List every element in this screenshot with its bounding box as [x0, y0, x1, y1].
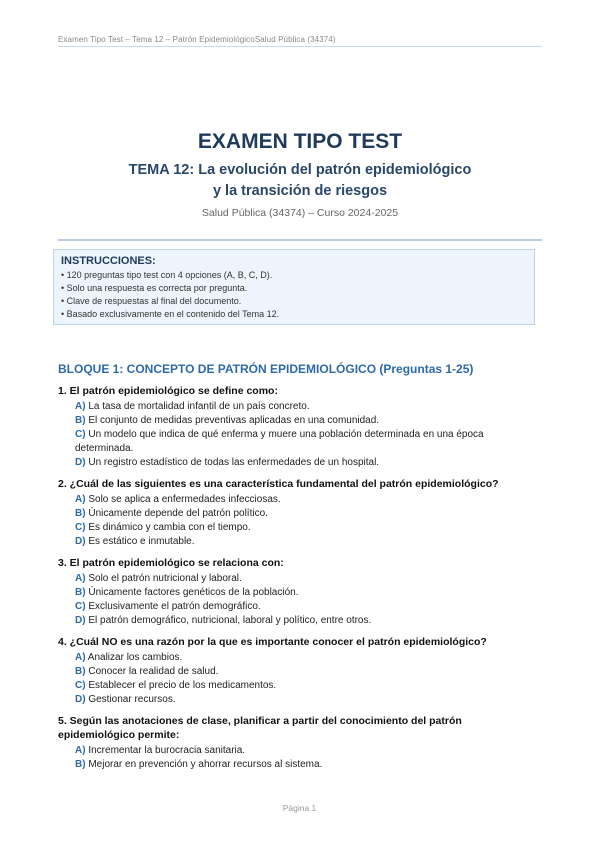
- subtitle: [58, 160, 542, 202]
- answer-option: [58, 651, 540, 665]
- answer-option: [58, 600, 540, 614]
- option-letter: B): [75, 587, 86, 598]
- answer-option: [58, 614, 540, 628]
- option-text: Solo el patrón nutricional y laboral.: [88, 573, 242, 584]
- option-letter: B): [75, 759, 86, 770]
- title-divider: [58, 239, 542, 241]
- option-text: Analizar los cambios.: [87, 652, 183, 663]
- question-item: [58, 477, 540, 549]
- option-letter: A): [75, 401, 86, 412]
- option-letter: B): [75, 415, 86, 426]
- option-letter: A): [75, 573, 86, 584]
- answer-option: [58, 572, 540, 586]
- question-text: 4. ¿Cuál NO es una razón por la que es importante conocer el patrón epidemiológico?: [58, 636, 487, 648]
- question-text: 3. El patrón epidemiológico se relaciona con:: [58, 557, 284, 569]
- question-item: [58, 556, 540, 628]
- subtitle-line-1: TEMA 12: La evolución del patrón epidemiológico: [128, 162, 472, 178]
- instructions-heading: INSTRUCCIONES:: [61, 255, 156, 267]
- option-letter: B): [75, 666, 86, 677]
- option-text: Únicamente factores genéticos de la población.: [88, 587, 299, 598]
- instructions-item: • Solo una respuesta es correcta por pregunta.: [61, 283, 248, 293]
- answer-option: [58, 535, 540, 549]
- option-text: Es dinámico y cambia con el tiempo.: [88, 522, 251, 533]
- answer-option: [58, 400, 540, 414]
- instructions-item: • 120 preguntas tipo test con 4 opciones (A, B, C, D).: [61, 270, 273, 280]
- option-text: El conjunto de medidas preventivas aplicadas en una comunidad.: [88, 415, 380, 426]
- answer-option: [58, 507, 540, 521]
- option-text: Un registro estadístico de todas las enfermedades de un hospital.: [88, 457, 380, 468]
- page-number: Página 1: [282, 803, 317, 813]
- block-heading: BLOQUE 1: CONCEPTO DE PATRÓN EPIDEMIOLÓGICO (Preguntas 1-25): [58, 362, 474, 376]
- question-item: [58, 635, 540, 707]
- option-text: Incrementar la burocracia sanitaria.: [88, 745, 246, 756]
- answer-option: [58, 456, 540, 470]
- option-text: Únicamente depende del patrón político.: [88, 508, 268, 519]
- option-text: La tasa de mortalidad infantil de un país concreto.: [88, 401, 310, 412]
- question-text: 1. El patrón epidemiológico se define como:: [58, 385, 278, 397]
- course-info: Salud Pública (34374) – Curso 2024-2025: [201, 207, 399, 219]
- option-letter: D): [75, 615, 86, 626]
- header-divider: [58, 46, 542, 47]
- option-letter: B): [75, 508, 86, 519]
- option-text: El patrón demográfico, nutricional, laboral y político, entre otros.: [88, 615, 372, 626]
- option-text: Gestionar recursos.: [88, 694, 176, 705]
- instructions-item: • Basado exclusivamente en el contenido del Tema 12.: [61, 309, 280, 319]
- instructions-box: [53, 249, 535, 325]
- answer-option: [58, 521, 540, 535]
- running-header: Examen Tipo Test – Tema 12 – Patrón EpidemiológicoSalud Pública (34374): [58, 35, 336, 44]
- option-letter: C): [75, 522, 86, 533]
- option-letter: A): [75, 745, 86, 756]
- option-letter: A): [75, 652, 86, 663]
- option-letter: D): [75, 694, 86, 705]
- page-title: EXAMEN TIPO TEST: [197, 130, 403, 153]
- option-letter: D): [75, 536, 86, 547]
- answer-option: [58, 586, 540, 600]
- title-block: [58, 128, 542, 219]
- question-list: [58, 384, 540, 779]
- answer-option: [58, 679, 540, 693]
- question-item: [58, 714, 540, 772]
- option-letter: D): [75, 457, 86, 468]
- option-text: Un modelo que indica de qué enferma y muere una población determinada en una época determinada.: [75, 429, 484, 454]
- answer-option: [58, 693, 540, 707]
- question-text: 2. ¿Cuál de las siguientes es una característica fundamental del patrón epidemiológico?: [58, 478, 499, 490]
- question-text: 5. Según las anotaciones de clase, planificar a partir del conocimiento del patrón epidemiológico permite:: [58, 715, 462, 741]
- answer-option: [58, 758, 540, 772]
- answer-option: [58, 493, 540, 507]
- question-item: [58, 384, 540, 470]
- option-text: Conocer la realidad de salud.: [88, 666, 219, 677]
- option-text: Es estático e inmutable.: [88, 536, 195, 547]
- option-letter: C): [75, 680, 86, 691]
- answer-option: [58, 665, 540, 679]
- instructions-item: • Clave de respuestas al final del documento.: [61, 296, 242, 306]
- option-letter: C): [75, 429, 86, 440]
- answer-option: [58, 744, 540, 758]
- option-text: Mejorar en prevención y ahorrar recursos al sistema.: [88, 759, 323, 770]
- answer-option: [58, 414, 540, 428]
- option-text: Establecer el precio de los medicamentos.: [88, 680, 277, 691]
- option-text: Exclusivamente el patrón demográfico.: [88, 601, 261, 612]
- answer-option: [58, 428, 540, 456]
- subtitle-line-2: y la transición de riesgos: [212, 183, 388, 199]
- option-letter: A): [75, 494, 86, 505]
- option-text: Solo se aplica a enfermedades infecciosas.: [88, 494, 281, 505]
- option-letter: C): [75, 601, 86, 612]
